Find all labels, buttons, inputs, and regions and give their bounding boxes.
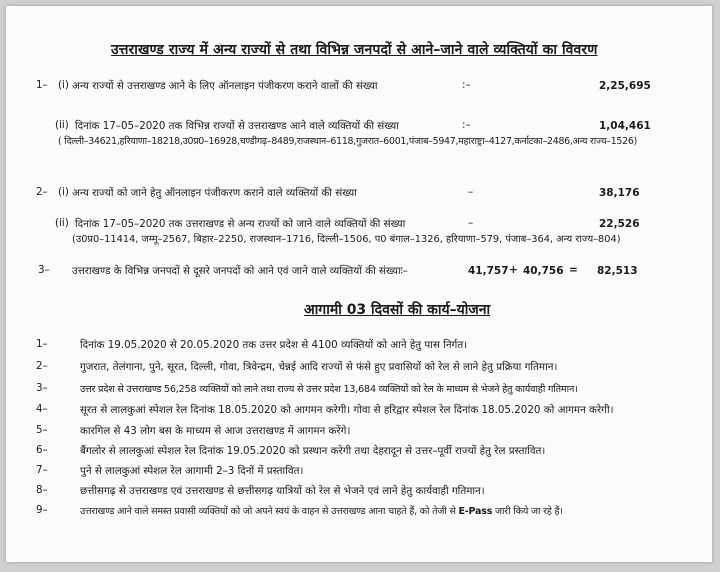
section-3-value-1: 41,757 (468, 265, 509, 277)
plan-item-1-number: 1– (36, 338, 48, 350)
section-2-item-1-value: 38,176 (599, 187, 640, 199)
plan-item-3-number: 3– (36, 382, 48, 394)
section-1-item-2-text: दिनांक 17–05–2020 तक विभिन्न राज्यों से उत्तराखण्ड आने वाले व्यक्तियों की संख्या (75, 120, 399, 132)
section-3-plus: + (509, 264, 518, 276)
plan-item-3-text: उत्तर प्रदेश से उत्तराखण्ड 56,258 व्यक्तियों को लाने तथा राज्य से उत्तर प्रदेश 13,684 व्यक्तियों को रेल के माध्यम से भेजने हेतु कार्यवाही गतिमान। (80, 384, 578, 395)
section-1-item-2-detail: ( दिल्ली–34621,हरियाणा–18218,उ0प्र0–16928,चण्डीगढ़–8489,राजस्थान–6118,गुजरात–6001,पंजाब–5947,महाराष्ट्रा–4127,कर्नाटका–2486,अन्य राज्य–1526) (58, 136, 637, 147)
section-3-number: 3– (38, 264, 50, 276)
section-2-item-1-text: अन्य राज्यों को जाने हेतु ऑनलाइन पंजीकरण कराने वाले व्यक्तियों की संख्या (72, 187, 357, 199)
section-2-item-2-detail: (उ0प्र0–11414, जम्मू–2567, बिहार–2250, राजस्थान–1716, दिल्ली–1506, प0 बंगाल–1326, हरियाणा–579, पंजाब–364, अन्य राज्य–804) (72, 234, 621, 245)
plan-item-8-text: छत्तीसगढ़ से उत्तराखण्ड एवं उत्तराखण्ड से छत्तीसगढ़ यात्रियों को रेल से भेजने एवं लाने हेतु कार्यवाही गतिमान। (80, 485, 485, 497)
plan-item-5-number: 5– (36, 424, 48, 436)
section-2-item-2-value: 22,526 (599, 218, 640, 230)
plan-item-8-number: 8– (36, 484, 48, 496)
section-3-text: उत्तराखण्ड के विभिन्न जनपदों से दूसरे जनपदों को आने एवं जाने वाले व्यक्तियों की संख्याः– (72, 265, 408, 277)
plan-item-6-number: 6– (36, 444, 48, 456)
plan-item-9-line (80, 504, 563, 517)
section-2-item-2-text: दिनांक 17–05–2020 तक उत्तराखण्ड से अन्य राज्यों को जाने वाले व्यक्तियों की संख्या (75, 218, 406, 230)
section-1-item-1-dash: :– (462, 79, 471, 91)
epass-label: E-Pass (458, 506, 493, 517)
section-2-item-2-dash: – (468, 217, 474, 229)
plan-item-4-text: सूरत से लालकुआं स्पेशल रेल दिनांक 18.05.2020 को आगमन करेगी। गोवा से हरिद्वार स्पेशल रेल दिनांक 18.05.2020 को आगमन करेगी। (80, 404, 614, 416)
plan-item-7-text: पुने से लालकुआं स्पेशल रेल आगामी 2–3 दिनों में प्रस्तावित। (80, 465, 304, 477)
section-3-total: 82,513 (597, 265, 638, 277)
plan-item-4-number: 4– (36, 403, 48, 415)
section-1-item-1-text: अन्य राज्यों से उत्तराखण्ड आने के लिए ऑनलाइन पंजीकरण कराने वालों की संख्या (72, 80, 378, 92)
plan-item-6-text: बैंगलोर से लालकुआं स्पेशल रेल दिनांक 19.05.2020 को प्रस्थान करेगी तथा देहरादून से उत्तर–पूर्वी राज्यों हेतु रेल प्रस्तावित। (80, 445, 546, 457)
section-3-equals: = (569, 264, 578, 276)
section-1-item-1-value: 2,25,695 (599, 80, 651, 92)
section-1-item-2-value: 1,04,461 (599, 120, 651, 132)
plan-item-1-text: दिनांक 19.05.2020 से 20.05.2020 तक उत्तर प्रदेश से 4100 व्यक्तियों को आने हेतु पास निर्गत। (80, 339, 468, 351)
section-2-item-2-label: (ii) (55, 217, 69, 229)
plan-title: आगामी 03 दिवसों की कार्य–योजना (304, 302, 491, 318)
plan-item-7-number: 7– (36, 464, 48, 476)
section-2-number: 2– (36, 186, 48, 198)
document-page (6, 6, 712, 562)
section-1-item-1-label: (i) (58, 79, 69, 91)
plan-item-5-text: कारगिल से 43 लोग बस के माध्यम से आज उत्तराखण्ड में आगमन करेंगे। (80, 425, 351, 437)
section-1-number: 1– (36, 79, 48, 91)
plan-item-9-tail: जारी किये जा रहे हैं। (495, 506, 563, 517)
section-2-item-1-dash: – (468, 186, 474, 198)
plan-item-2-text: गुजरात, तेलंगाना, पुने, सूरत, दिल्ली, गोवा, त्रिवेन्द्रम, चेन्नई आदि राज्यों से फंसे हुए प्रवासियों को रेल से लाने हेतु प्रक्रिया गतिमान। (80, 361, 558, 373)
section-2-item-1-label: (i) (58, 186, 69, 198)
plan-item-9-number: 9– (36, 504, 48, 516)
plan-item-2-number: 2– (36, 360, 48, 372)
section-1-item-2-label: (ii) (55, 119, 69, 131)
document-title: उत्तराखण्ड राज्य में अन्य राज्यों से तथा विभिन्न जनपदों से आने–जाने वाले व्यक्तियों का विवरण (111, 42, 598, 58)
section-3-value-2: 40,756 (523, 265, 564, 277)
section-1-item-2-dash: :– (462, 119, 471, 131)
plan-item-9-text: उत्तराखण्ड आने वाले समस्त प्रवासी व्यक्तियों को जो अपने स्वयं के वाहन से उत्तराखण्ड आना चाहते हैं, को तेजी से (80, 506, 456, 517)
